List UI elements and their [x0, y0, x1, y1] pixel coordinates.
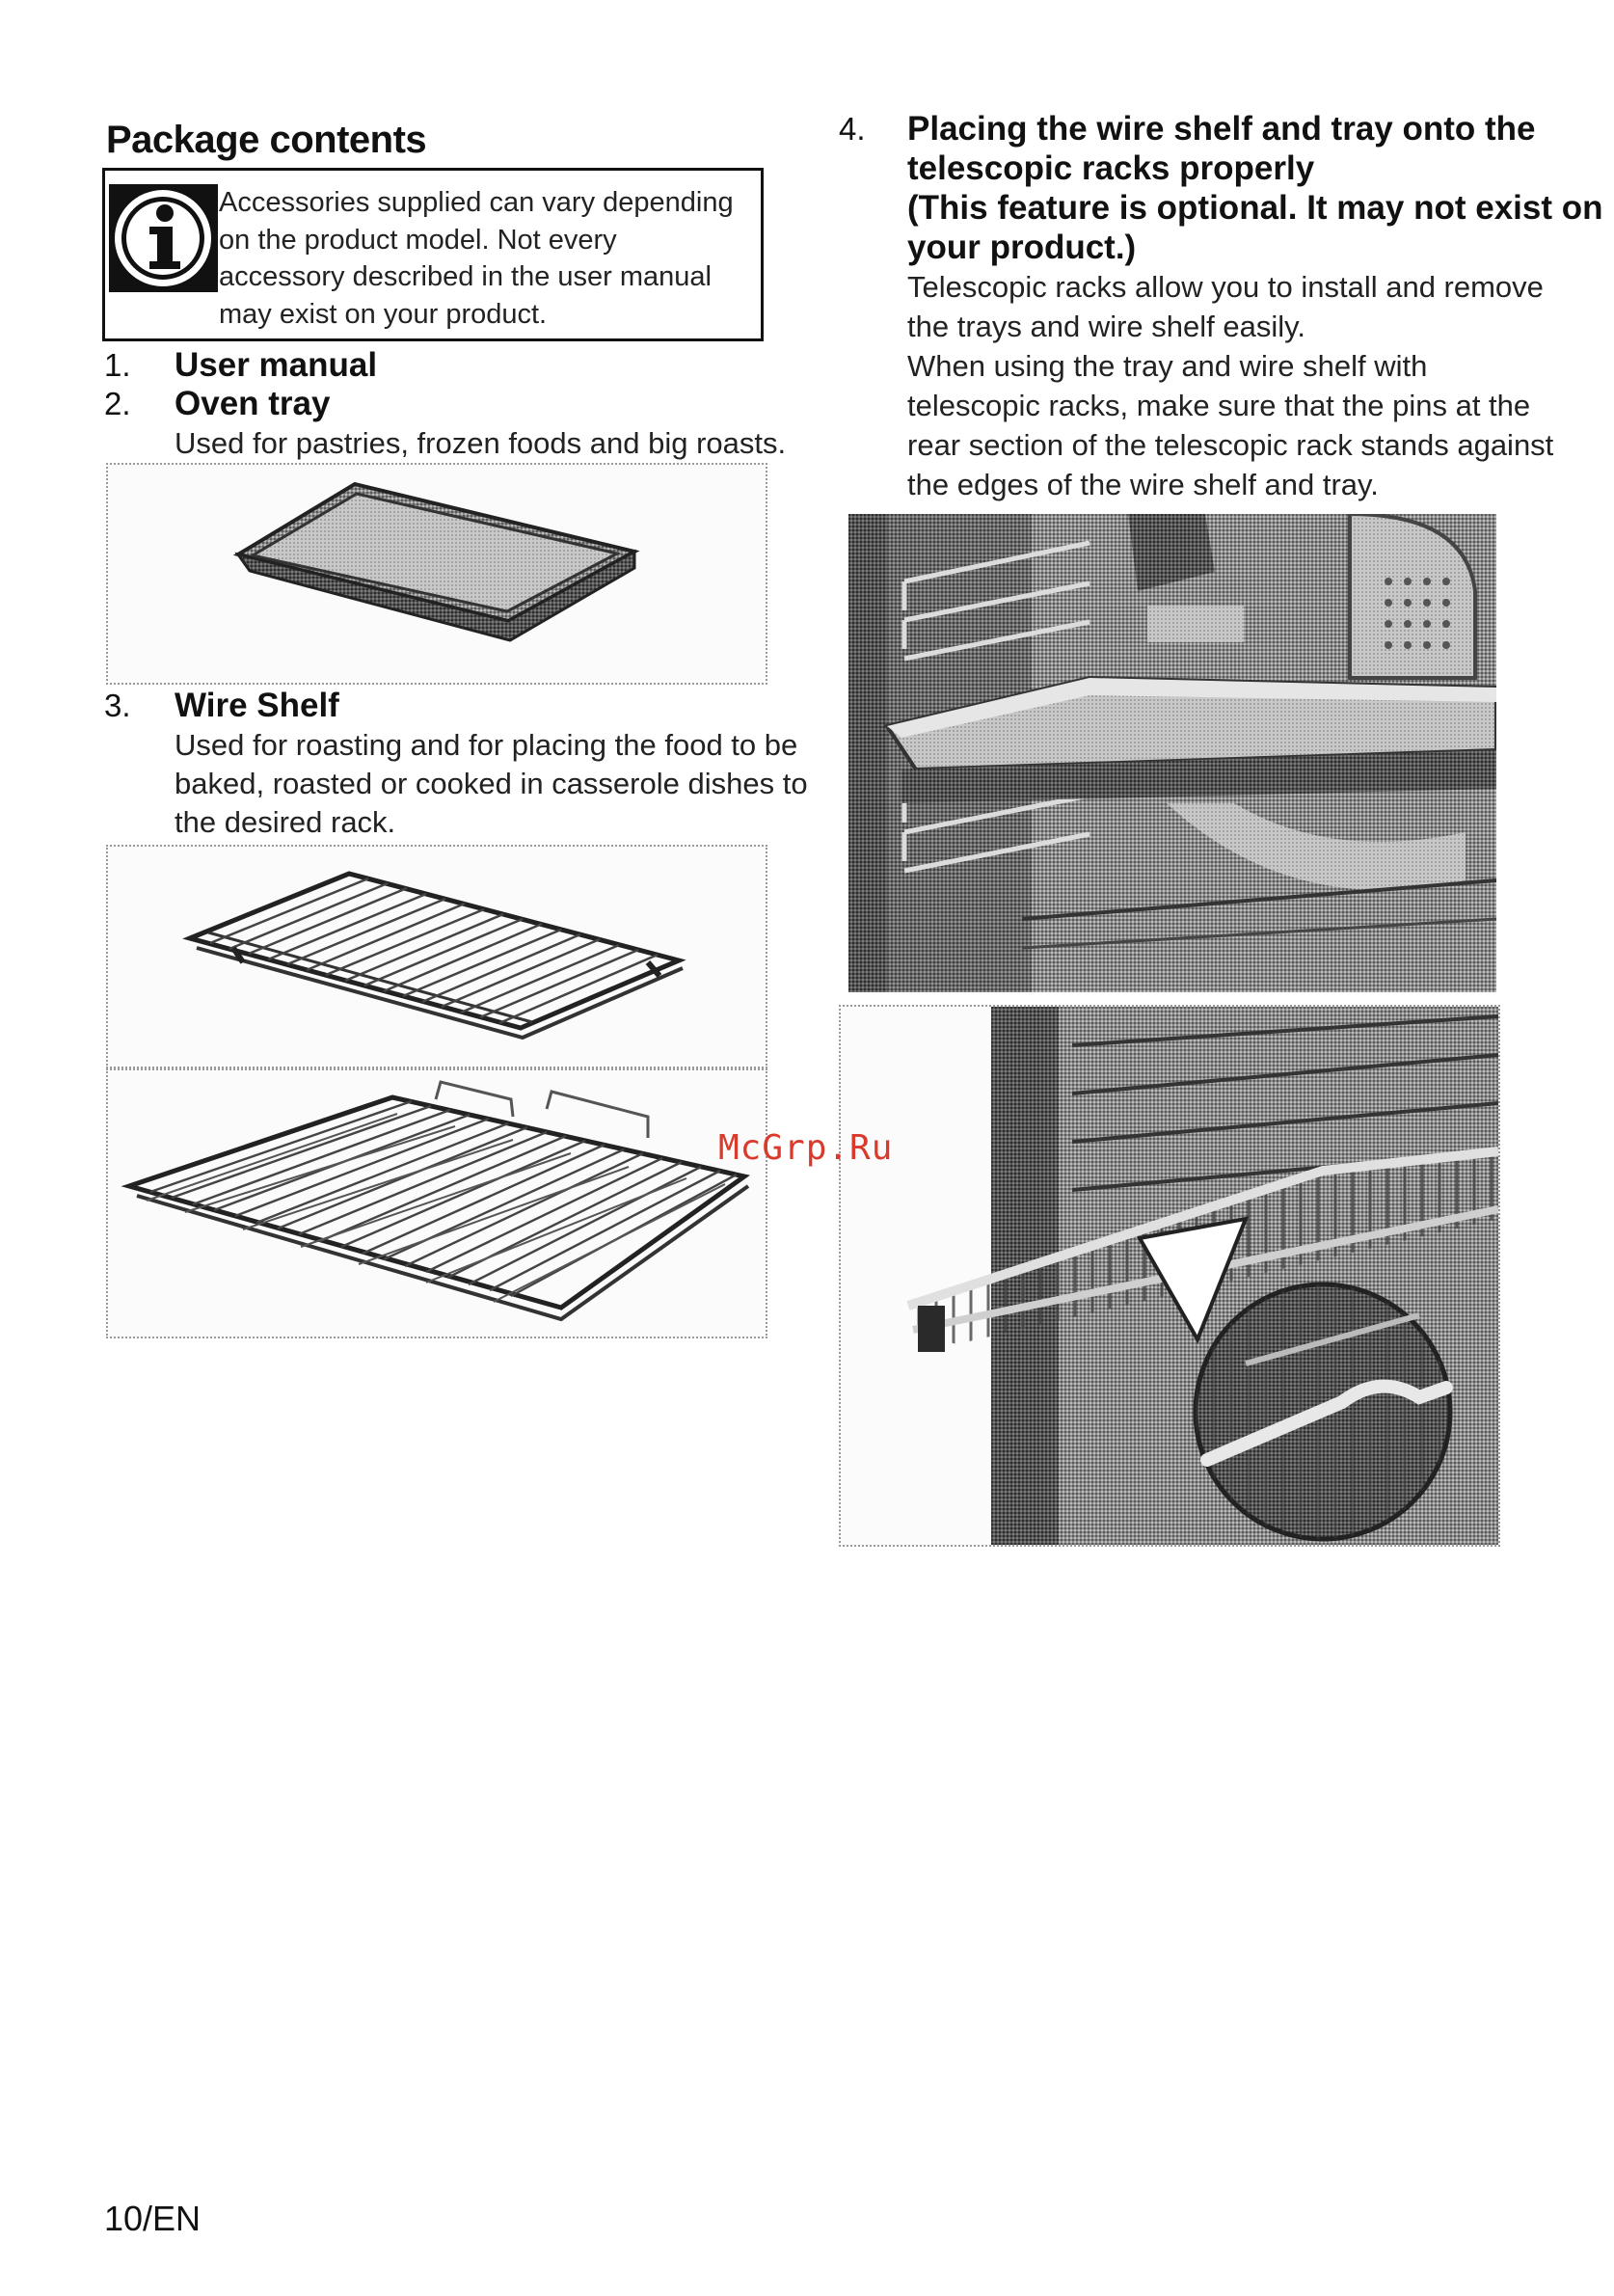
item-description-line: baked, roasted or cooked in casserole dishes to [175, 767, 808, 800]
wire-shelf-illustration [108, 847, 766, 1067]
info-icon [109, 184, 218, 292]
item-description-line: Telescopic racks allow you to install and remove [907, 270, 1544, 304]
item-description-line: the desired rack. [175, 805, 396, 839]
item-number: 3. [104, 688, 131, 723]
item-description-line: telescopic racks, make sure that the pins at the [907, 389, 1531, 422]
item-number: 1. [104, 347, 131, 383]
item-title-user-manual: User manual [175, 346, 378, 384]
item-number: 4. [839, 111, 866, 147]
item-title-line: Placing the wire shelf and tray onto the [907, 110, 1536, 148]
telescopic-rack-shelf-photo [841, 1007, 1498, 1545]
item-title-oven-tray: Oven tray [175, 385, 331, 422]
item-description-line: When using the tray and wire shelf with [907, 349, 1428, 383]
item-description-line: the trays and wire shelf easily. [907, 310, 1305, 343]
wire-shelf-alt-figure [106, 1068, 767, 1338]
item-title-line: telescopic racks properly [907, 149, 1315, 187]
page-number: 10/EN [104, 2199, 202, 2238]
telescopic-rack-tray-photo [848, 514, 1496, 992]
item-title-line: your product.) [907, 229, 1137, 266]
telescopic-rack-shelf-photo-frame [839, 1005, 1500, 1547]
oven-tray-figure [106, 463, 767, 685]
page-heading: Package contents [106, 119, 427, 161]
item-number: 2. [104, 386, 131, 421]
item-title-wire-shelf: Wire Shelf [175, 687, 339, 724]
wire-shelf-alt-illustration [108, 1070, 766, 1337]
item-description-line: Used for roasting and for placing the food to be [175, 728, 798, 762]
info-note-text: Accessories supplied can vary depending on the product model. Not every accessory described in the user manual may exist on your product. [219, 187, 734, 330]
item-description-line: the edges of the wire shelf and tray. [907, 468, 1379, 501]
item-description-oven-tray: Used for pastries, frozen foods and big roasts. [175, 426, 787, 460]
wire-shelf-figure [106, 845, 767, 1068]
watermark: McGrp.Ru [718, 1128, 894, 1168]
item-description-line: rear section of the telescopic rack stands against [907, 428, 1554, 462]
oven-tray-illustration [108, 465, 766, 683]
info-note-box [102, 168, 764, 341]
item-title-line: (This feature is optional. It may not exist on [907, 189, 1603, 227]
